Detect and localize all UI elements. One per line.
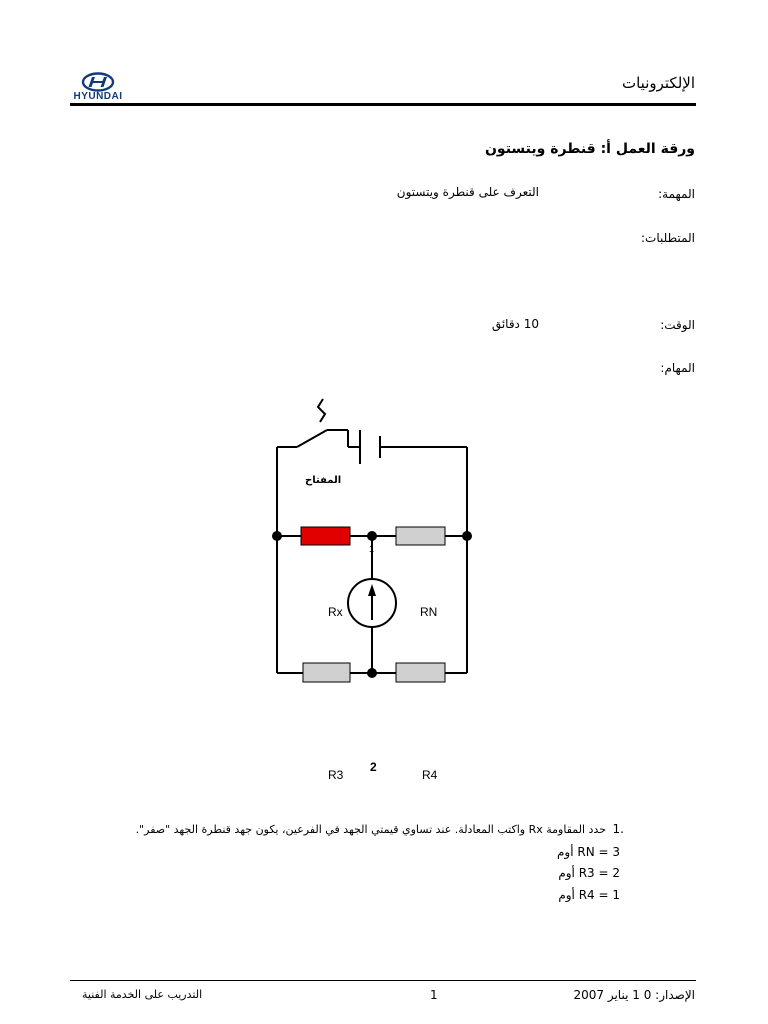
switch-icon (297, 399, 327, 447)
equation-r4: R4 = 1 أوم (558, 888, 620, 902)
requirements-label: المتطلبات: (641, 231, 695, 245)
rn-label: RN (420, 605, 438, 619)
node2-label: 2 (370, 760, 377, 774)
tasks-label: المهام: (660, 361, 695, 375)
time-value: 10 دقائق (491, 317, 539, 331)
rx-label: Rx (328, 605, 343, 619)
footer-version-date: الإصدار: 0 1 يناير 2007 (573, 988, 695, 1002)
node1-label: 1 (369, 544, 375, 554)
question-text: حدد المقاومة Rx واكتب المعادلة. عند تساوي قيمتي الجهد في الفرعين، يكون جهد قنطرة الجهد "صفر". (135, 823, 606, 836)
header-divider (70, 103, 696, 106)
galvanometer-icon (348, 579, 396, 627)
hyundai-logo (66, 72, 130, 106)
equation-rn: RN = 3 أوم (556, 845, 620, 859)
resistor-r4 (396, 663, 445, 682)
switch-label: المفتاح (305, 475, 342, 486)
logo-wordmark: HYUNDAI (73, 91, 123, 102)
header-title: الإلكترونيات (621, 74, 695, 92)
resistor-r3 (303, 663, 350, 682)
footer-left-text: التدريب على الخدمة الفنية (82, 988, 203, 1001)
hyundai-emblem-icon (66, 72, 130, 92)
page-number: 1 (430, 988, 438, 1002)
task-label: المهمة: (658, 187, 695, 201)
task-value: التعرف على قنطرة ويتستون (396, 185, 539, 199)
resistor-rn (396, 527, 445, 545)
footer-divider (70, 980, 696, 981)
time-label: الوقت: (660, 318, 695, 332)
equation-r3: R3 = 2 أوم (558, 866, 620, 880)
question-number: 1. (612, 822, 624, 836)
worksheet-title: ورقة العمل أ: قنطرة ويتستون (484, 141, 695, 157)
battery-icon (360, 430, 380, 464)
r4-label: R4 (422, 768, 438, 782)
resistor-rx (301, 527, 350, 545)
r3-label: R3 (328, 768, 344, 782)
wheatstone-bridge-diagram (260, 390, 490, 690)
